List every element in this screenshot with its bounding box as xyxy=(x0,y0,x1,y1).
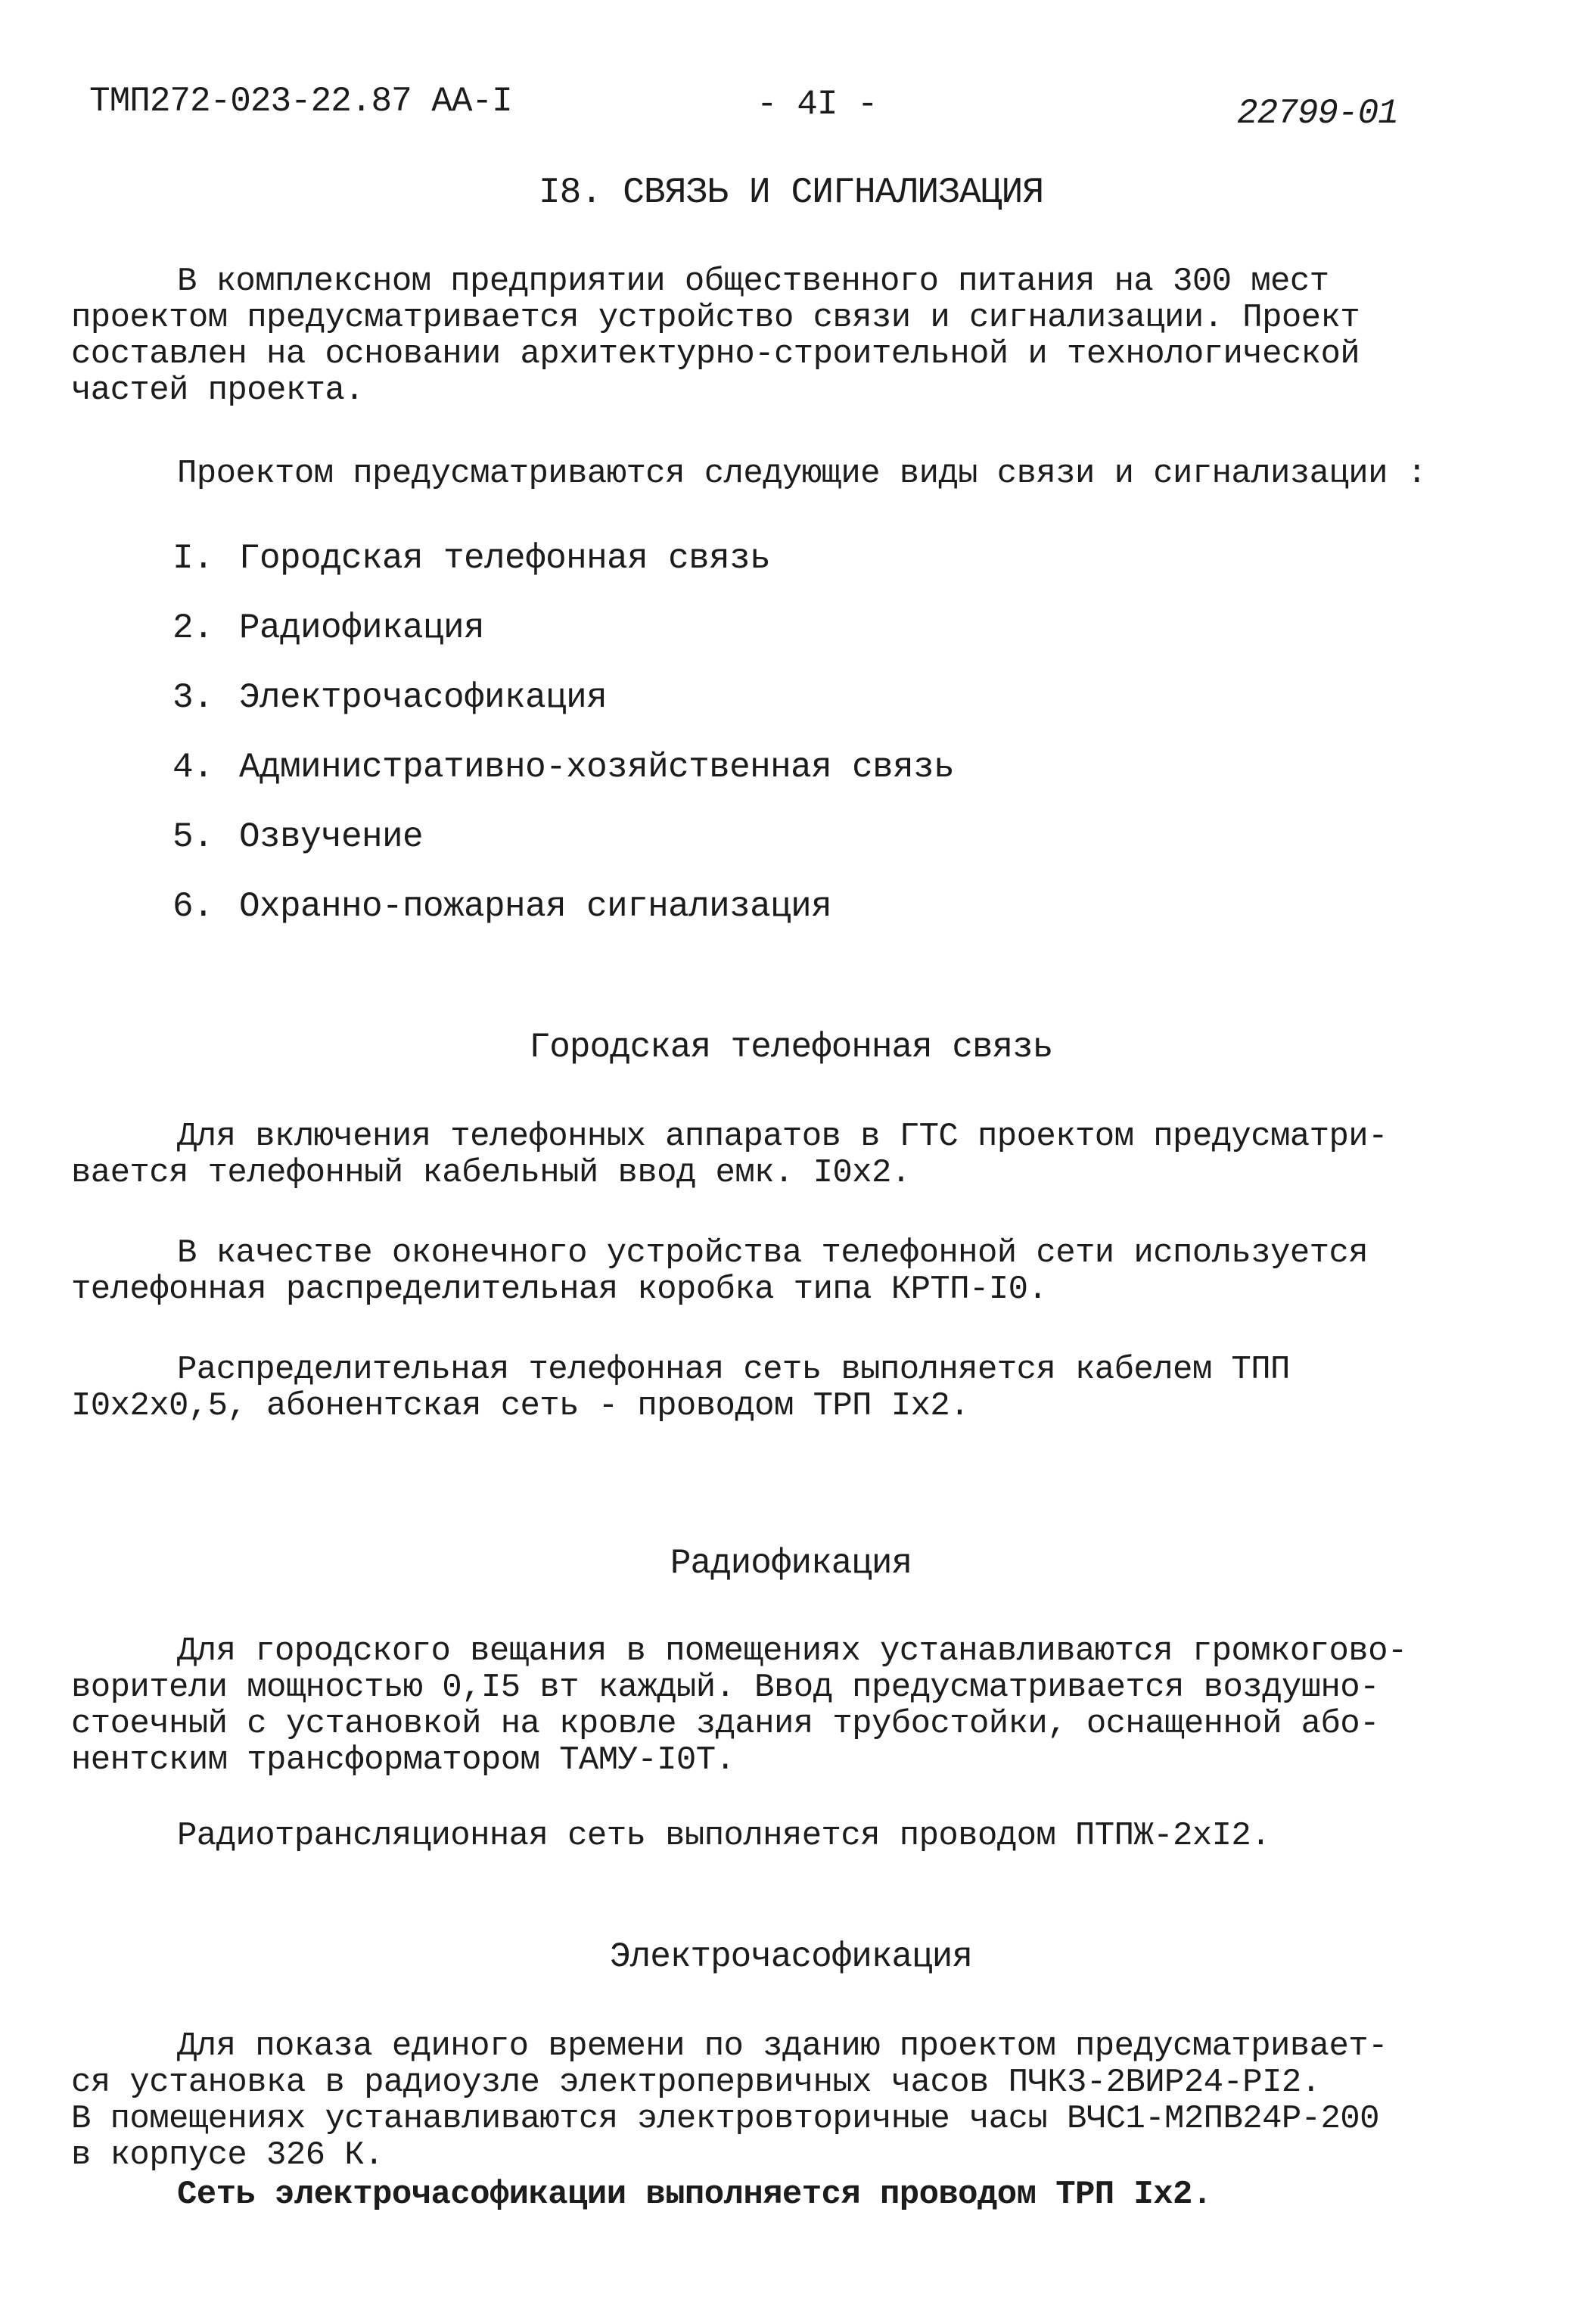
clock-paragraph-2 xyxy=(71,2176,1212,2213)
text-line: стоечный с установкой на кровле здания трубостойки, оснащенной або- xyxy=(71,1705,1379,1743)
list-item-label: Озвучение xyxy=(239,817,424,857)
subsection-title-clock: Электрочасофикация xyxy=(610,1937,972,1977)
list-item-number: 5. xyxy=(172,817,214,857)
text-line: I0х2х0,5, абонентская сеть - проводом ТРП Iх2. xyxy=(71,1387,969,1425)
inventory-number: 22799-01 xyxy=(1237,94,1398,133)
intro-line: В комплексном предприятии общественного питания на 300 мест xyxy=(177,263,1329,300)
text-line: телефонная распределительная коробка типа КРТП-I0. xyxy=(71,1271,1048,1308)
types-list xyxy=(172,539,954,957)
list-item-label: Радиофикация xyxy=(239,608,485,648)
text-line: Радиотрансляционная сеть выполняется проводом ПТПЖ-2хI2. xyxy=(177,1817,1271,1855)
list-item-label: Городская телефонная связь xyxy=(239,539,771,578)
intro-line: составлен на основании архитектурно-строительной и технологической xyxy=(71,335,1360,373)
list-item-number: 2. xyxy=(172,608,214,648)
section-heading: I8. СВЯЗЬ И СИГНАЛИЗАЦИЯ xyxy=(538,173,1044,213)
list-item xyxy=(172,539,954,608)
phone-paragraph-1 xyxy=(71,1118,1388,1191)
text-line: ворители мощностью 0,I5 вт каждый. Ввод предусматривается воздушно- xyxy=(71,1669,1379,1706)
types-heading xyxy=(71,456,1426,492)
list-item xyxy=(172,748,954,817)
intro-line: проектом предусматривается устройство связи и сигнализации. Проект xyxy=(71,299,1360,337)
text-line: В помещениях устанавливаются электровторичные часы ВЧС1-М2ПВ24Р-200 xyxy=(71,2100,1379,2138)
text-line: Для включения телефонных аппаратов в ГТС проектом предусматри- xyxy=(177,1118,1388,1156)
text-line: В качестве оконечного устройства телефонной сети используется xyxy=(177,1234,1369,1272)
list-item-number: 4. xyxy=(172,748,214,787)
text-line: нентским трансформатором ТАМУ-I0Т. xyxy=(71,1741,735,1779)
radio-paragraph-2 xyxy=(71,1818,1270,1854)
list-item-number: 6. xyxy=(172,887,214,926)
text-line: Для городского вещания в помещениях устанавливаются громкогово- xyxy=(177,1632,1407,1670)
list-item xyxy=(172,887,954,957)
page-number: - 4I - xyxy=(757,85,878,124)
list-item-number: I. xyxy=(172,539,214,578)
clock-paragraph-1 xyxy=(71,2028,1388,2173)
text-line: в корпусе 326 К. xyxy=(71,2136,384,2174)
text-line: ся установка в радиоузле электропервичных часов ПЧК3-2ВИР24-РI2. xyxy=(71,2064,1321,2102)
text-line: Распределительная телефонная сеть выполняется кабелем ТПП xyxy=(177,1351,1290,1389)
intro-paragraph xyxy=(71,263,1360,409)
text-line: вается телефонный кабельный ввод емк. I0х2. xyxy=(71,1154,911,1192)
subsection-title-phone: Городская телефонная связь xyxy=(529,1028,1053,1067)
subsection-title-radio: Радиофикация xyxy=(670,1544,912,1583)
intro-line: частей проекта. xyxy=(71,372,365,409)
text-line: Сеть электрочасофикации выполняется проводом ТРП Iх2. xyxy=(177,2176,1212,2214)
list-item xyxy=(172,817,954,887)
list-item-label: Охранно-пожарная сигнализация xyxy=(239,887,832,926)
text-line: Для показа единого времени по зданию проектом предусматривает- xyxy=(177,2027,1388,2065)
phone-paragraph-3 xyxy=(71,1352,1290,1424)
list-item-label: Административно-хозяйственная связь xyxy=(239,748,955,787)
types-heading-text: Проектом предусматриваются следующие виды связи и сигнализации : xyxy=(177,455,1427,493)
list-item-number: 3. xyxy=(172,678,214,717)
list-item xyxy=(172,678,954,748)
radio-paragraph-1 xyxy=(71,1633,1407,1778)
phone-paragraph-2 xyxy=(71,1235,1368,1308)
document-code: ТМП272-023-22.87 АА-I xyxy=(89,82,512,121)
list-item-label: Электрочасофикация xyxy=(239,678,608,717)
list-item xyxy=(172,608,954,678)
